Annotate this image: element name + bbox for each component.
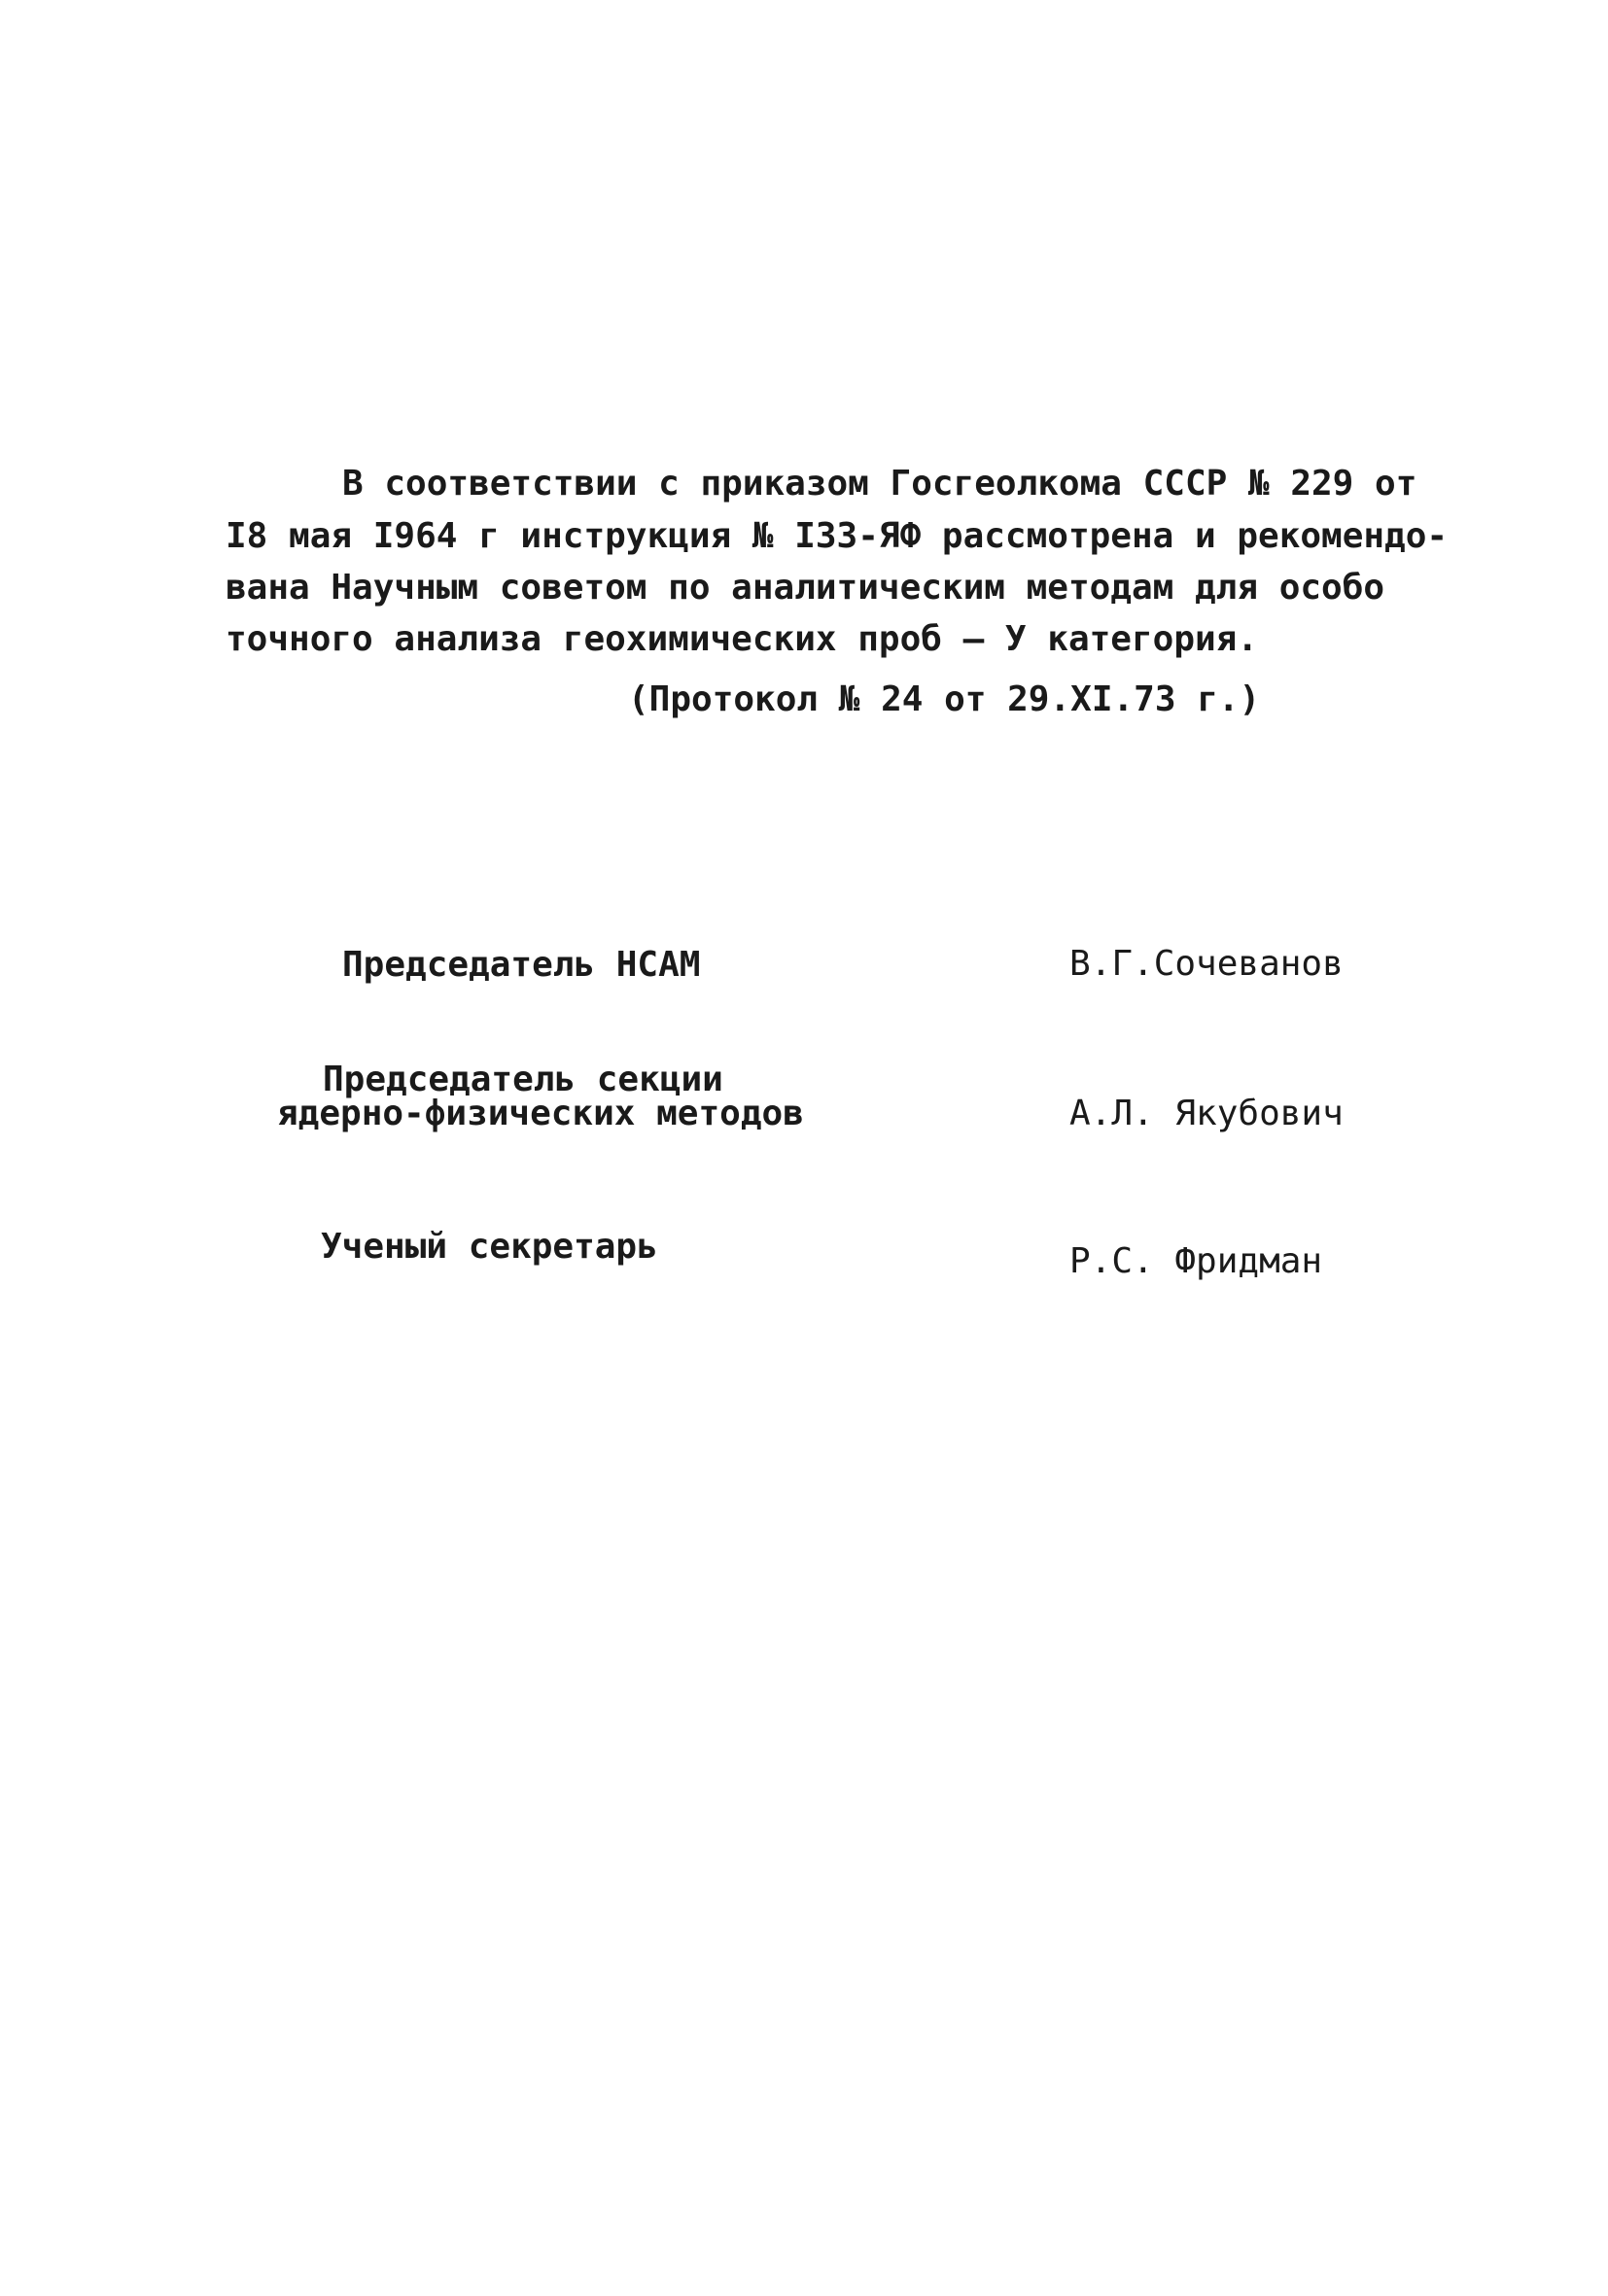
signature-role-chairman: Председатель НСАМ bbox=[342, 945, 701, 985]
signature-name-section-chair: А.Л. Якубович bbox=[1069, 1094, 1344, 1133]
approval-line-2: I8 мая I964 г инструкция № I33-ЯФ расcмотрена и рекомендо- bbox=[226, 516, 1449, 556]
signature-name-secretary: Р.С. Фридман bbox=[1069, 1241, 1323, 1281]
approval-line-4: точного анализа геохимических проб – У категория. bbox=[226, 619, 1259, 659]
protocol-reference: (Протокол № 24 от 29.XI.73 г.) bbox=[628, 679, 1261, 719]
approval-line-1: В соответствии с приказом Госгеолкома СССР № 229 от bbox=[342, 464, 1417, 504]
signature-role-section-chair-line-2: ядерно-физических методов bbox=[277, 1094, 804, 1133]
signature-role-section-chair-line-1: Председатель секции bbox=[323, 1060, 723, 1099]
signature-role-secretary: Ученый секретарь bbox=[321, 1227, 658, 1267]
approval-line-3: вана Научным советом по аналитическим методам для особо bbox=[226, 568, 1385, 608]
signature-name-chairman: В.Г.Сочеванов bbox=[1069, 944, 1344, 984]
